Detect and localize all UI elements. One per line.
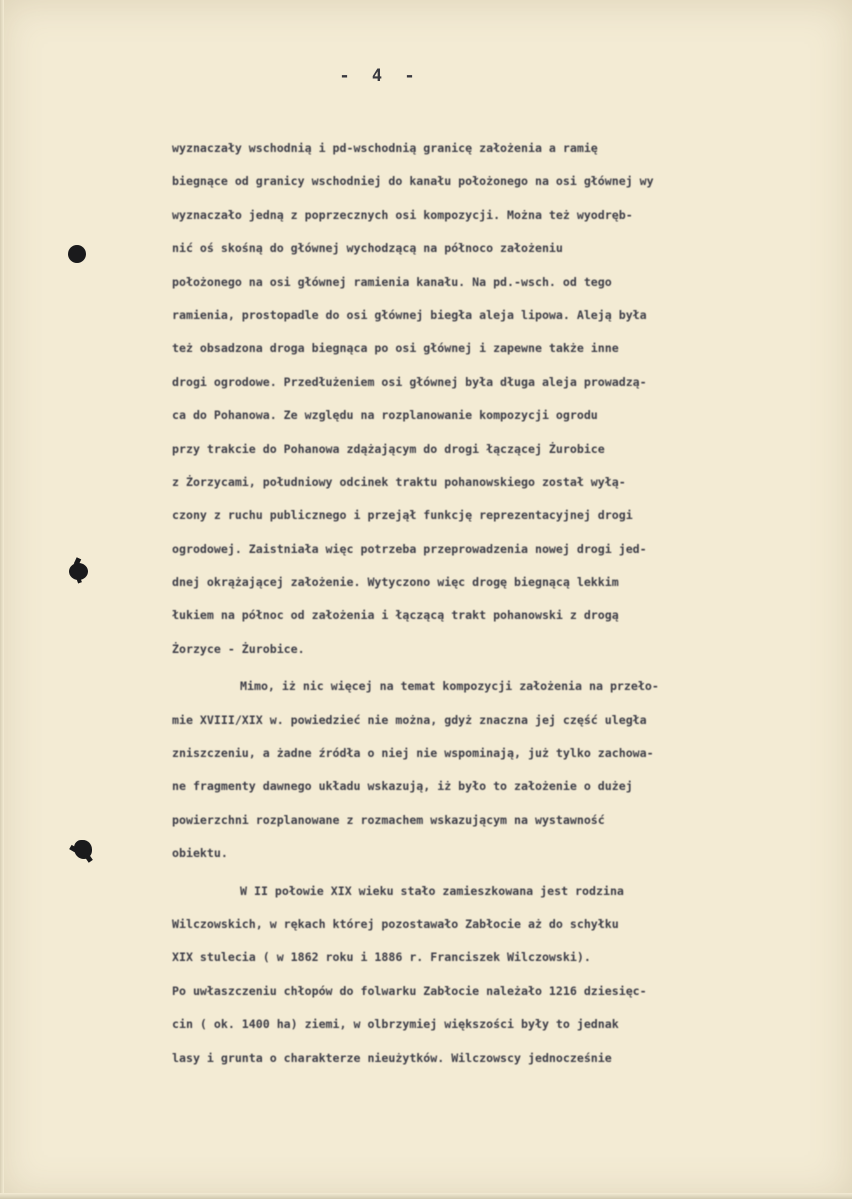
text-line: ogrodowej. Zaistniała więc potrzeba przeprowadzenia nowej drogi jed- xyxy=(172,541,647,556)
paragraph-1 xyxy=(172,132,842,666)
text-line: też obsadzona droga biegnąca po osi głównej i zapewne także inne xyxy=(172,341,619,356)
text-line: lasy i grunta o charakterze nieużytków. Wilczowscy jednocześnie xyxy=(172,1050,612,1065)
page-edge-left xyxy=(0,0,4,1199)
text-line: nić oś skośną do głównej wychodzącą na północo założeniu xyxy=(172,241,563,256)
text-line: ca do Pohanowa. Ze względu na rozplanowanie kompozycji ogrodu xyxy=(172,408,598,423)
text-line: mie XVIII/XIX w. powiedzieć nie można, gdyż znaczna jej część uległa xyxy=(172,712,647,727)
text-line: łukiem na północ od założenia i łączącą trakt pohanowski z drogą xyxy=(172,608,619,623)
punch-hole-middle xyxy=(69,563,88,580)
text-line: przy trakcie do Pohanowa zdążającym do drogi łączącej Żurobice xyxy=(172,441,605,456)
text-line: wyznaczało jedną z poprzecznych osi kompozycji. Można też wyodręb- xyxy=(172,207,633,222)
text-line: W II połowie XIX wieku stało zamieszkowana jest rodzina xyxy=(240,883,624,898)
text-line: zniszczeniu, a żadne źródła o niej nie wspominają, już tylko zachowa- xyxy=(172,746,654,761)
text-line: ramienia, prostopadle do osi głównej biegła aleja lipowa. Aleją była xyxy=(172,307,647,322)
page-edge-bottom xyxy=(0,1193,852,1199)
text-line: wyznaczały wschodnią i pd-wschodnią granicę założenia a ramię xyxy=(172,141,598,155)
text-line: obiektu. xyxy=(172,846,228,861)
punch-hole-top xyxy=(68,245,86,263)
text-line: położonego na osi głównej ramienia kanału. Na pd.-wsch. od tego xyxy=(172,274,612,289)
text-line: Mimo, iż nic więcej na temat kompozycji założenia na przeło- xyxy=(240,679,659,694)
paragraph-3 xyxy=(172,875,842,1075)
paragraph-2 xyxy=(172,670,842,870)
text-line: Wilczowskich, w rękach której pozostawało Zabłocie aż do schyłku xyxy=(172,916,619,931)
text-line: cin ( ok. 1400 ha) ziemi, w olbrzymiej większości były to jednak xyxy=(172,1017,619,1032)
punch-hole-bottom xyxy=(74,840,92,859)
page-number: - 4 - xyxy=(339,66,421,86)
text-line: biegnące od granicy wschodniej do kanału położonego na osi głównej wy xyxy=(172,174,654,189)
text-line: powierzchni rozplanowane z rozmachem wskazującym na wystawność xyxy=(172,812,605,827)
body-text xyxy=(172,132,842,1079)
text-line: Żorzyce - Żurobice. xyxy=(172,641,305,656)
text-line: XIX stulecia ( w 1862 roku i 1886 r. Franciszek Wilczowski). xyxy=(172,950,591,965)
text-line: ne fragmenty dawnego układu wskazują, iż było to założenie o dużej xyxy=(172,779,633,794)
text-line: dnej okrążającej założenie. Wytyczono więc drogę biegnącą lekkim xyxy=(172,575,619,590)
text-line: z Żorzycami, południowy odcinek traktu pohanowskiego został wyłą- xyxy=(172,474,626,489)
text-line: drogi ogrodowe. Przedłużeniem osi głównej była długa aleja prowadzą- xyxy=(172,374,647,389)
text-line: czony z ruchu publicznego i przejął funkcję reprezentacyjnej drogi xyxy=(172,508,633,523)
text-line: Po uwłaszczeniu chłopów do folwarku Zabłocie należało 1216 dziesięc- xyxy=(172,983,647,998)
